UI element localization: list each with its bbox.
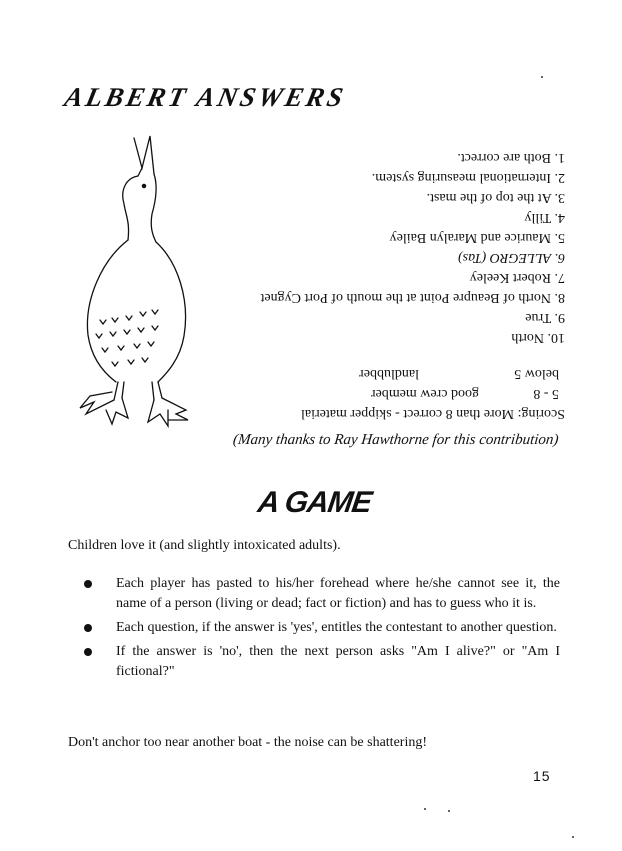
game-rules-list bbox=[80, 574, 560, 686]
answer-item: 3. At the top of the mast. bbox=[426, 190, 565, 205]
scoring-low-label: below 5 bbox=[514, 366, 559, 381]
albert-answers-inverted bbox=[225, 133, 565, 423]
scoring-mid-row bbox=[225, 383, 565, 403]
bullet-icon bbox=[84, 580, 92, 588]
albert-answers-title: ALBERT ANSWERS bbox=[61, 82, 349, 112]
scan-speck bbox=[448, 810, 450, 812]
scan-speck bbox=[541, 76, 543, 78]
albert-duck-illustration bbox=[72, 130, 192, 430]
answer-item: 2. International measuring system. bbox=[371, 170, 565, 185]
answer-list bbox=[225, 147, 565, 347]
answer-item: 10. North bbox=[511, 330, 565, 345]
scoring-low-text: landlubber bbox=[359, 366, 419, 381]
scan-speck bbox=[424, 808, 426, 810]
rule-text: Each player has pasted to his/her forehead where he/she cannot see it, the name of a person (living or dead; fact or fiction) and has to guess who it is. bbox=[116, 576, 560, 611]
answer-item: 1. Both are correct. bbox=[457, 150, 565, 165]
rule-text: Each question, if the answer is 'yes', entitles the contestant to another question. bbox=[116, 620, 557, 635]
scan-speck bbox=[572, 836, 574, 838]
contribution-credit: (Many thanks to Ray Hawthorne for this contribution) bbox=[232, 432, 560, 448]
answer-item: 9. True bbox=[525, 310, 565, 325]
list-item bbox=[80, 574, 560, 614]
answer-item: 6. ALLEGRO (Tas) bbox=[458, 250, 565, 265]
list-item bbox=[80, 642, 560, 682]
page-number: 15 bbox=[533, 768, 551, 784]
bullet-icon bbox=[84, 624, 92, 632]
scoring-mid-label: 5 - 8 bbox=[533, 386, 559, 401]
scoring-low-row bbox=[225, 363, 565, 383]
answer-item: 8. North of Beaupre Point at the mouth of Port Cygnet bbox=[260, 290, 565, 305]
a-game-title: A GAME bbox=[255, 486, 374, 519]
answer-item: 4. Tilly bbox=[524, 210, 565, 225]
game-intro: Children love it (and slightly intoxicated adults). bbox=[68, 538, 341, 553]
scoring-section bbox=[225, 363, 565, 423]
bullet-icon bbox=[84, 648, 92, 656]
rule-text: If the answer is 'no', then the next person asks "Am I alive?" or "Am I fictional?" bbox=[116, 644, 560, 679]
scoring-intro: Scoring: More than 8 correct - skipper material bbox=[301, 406, 565, 421]
answer-item: 7. Robert Keeley bbox=[469, 270, 565, 285]
scoring-mid-text: good crew member bbox=[370, 386, 479, 401]
answer-item: 5. Maurice and Maralyn Bailey bbox=[389, 230, 565, 245]
list-item bbox=[80, 618, 560, 638]
closing-remark: Don't anchor too near another boat - the noise can be shattering! bbox=[68, 735, 428, 750]
